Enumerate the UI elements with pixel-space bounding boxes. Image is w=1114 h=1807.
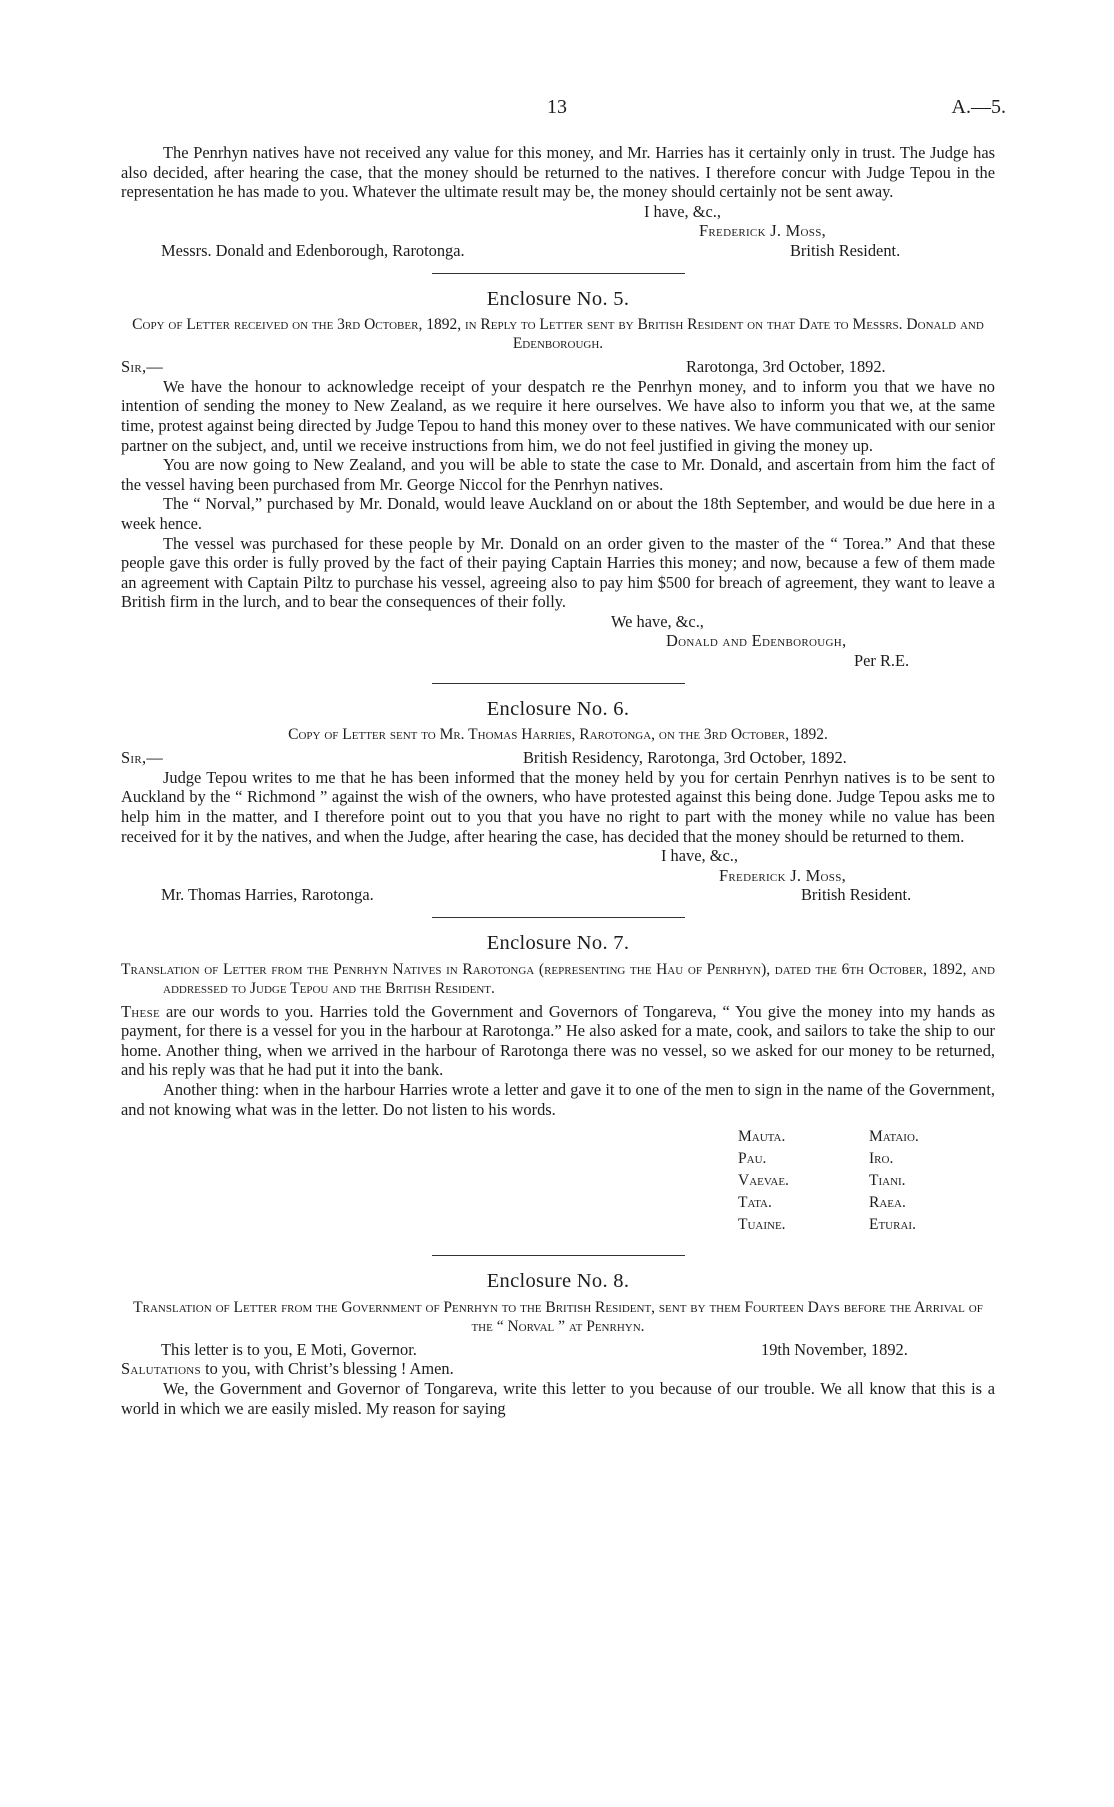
top-signer-title: British Resident. [790, 240, 901, 260]
enclosure-5-caption: Copy of Letter received on the 3rd October, 1892, in Reply to Letter sent by British Resident on that Date to Messrs. Donald and Edenborough. [132, 316, 984, 353]
enclosure-5-title: Enclosure No. 5. [486, 287, 630, 310]
enclosure-7-title: Enclosure No. 7. [486, 932, 630, 954]
enclosure-5-paragraph-1: We have the honour to acknowledge receipt of your despatch re the Penrhyn money, and to inform you that we have no intention of sending the money to New Zealand, as we require it here ourselves. We have also to inform you that we, at the same time, protest against being directed by Judge Tepou to hand this money over to these natives. We have communicated with our senior partner on the subject, and, until we receive instructions from him, we do not feel justified in giving the money up. [121, 376, 995, 455]
section-divider [432, 917, 685, 918]
enclosure-5-place-date: Rarotonga, 3rd October, 1892. [686, 357, 886, 377]
top-signer-line [121, 221, 995, 241]
enclosure-7-paragraph-1 [121, 1002, 995, 1080]
enclosure-7-lead-word: These [121, 1001, 161, 1021]
top-closing-line [121, 202, 995, 222]
signatory-name: Tuaine. [738, 1216, 786, 1234]
signatory-name: Eturai. [869, 1216, 916, 1234]
enclosure-5-salutation: Sir,— [121, 357, 164, 377]
enclosure-8-opening-line [121, 1340, 995, 1360]
signatory-name: Vaevae. [738, 1172, 789, 1190]
signatory-name: Raea. [869, 1194, 906, 1212]
enclosure-6-closing-line [121, 846, 995, 866]
enclosure-7-paragraph-2: Another thing: when in the harbour Harries wrote a letter and gave it to one of the men to sign in the name of the Government, and not knowing what was in the letter. Do not listen to his words. [121, 1079, 995, 1119]
signatory-name: Mauta. [738, 1128, 786, 1146]
enclosure-5-paragraph-2: You are now going to New Zealand, and you will be able to state the case to Mr. Donald, and ascertain from him the fact of the vessel having been purchased from Mr. George Niccol for the Penrhyn natives. [121, 455, 995, 494]
signatory-name: Tiani. [869, 1172, 906, 1190]
enclosure-6-salutation: Sir,— [121, 748, 164, 768]
enclosure-8-caption: Translation of Letter from the Government of Penrhyn to the British Resident, sent by them Fourteen Days before the Arrival of the “ Norval ” at Penrhyn. [133, 1298, 983, 1335]
enclosure-5-closing-line [121, 612, 995, 632]
top-signer: Frederick J. Moss, [699, 221, 827, 241]
enclosure-6-paragraph-1: Judge Tepou writes to me that he has been informed that the money held by you for certain Penrhyn natives is to be sent to Auckland by the “ Richmond ” against the wish of the owners, who have protested against this being done. Judge Tepou asks me to help him in the matter, and I therefore point out to you that you have no right to part with the money while no value has been received for it by the natives, and when the Judge, after hearing the case, has decided that the money should be returned to them. [121, 767, 995, 846]
signatory-name: Mataio. [869, 1128, 919, 1146]
enclosure-5-per-line [121, 651, 995, 671]
enclosure-5-signer: Donald and Edenborough, [666, 631, 847, 651]
enclosure-6-signer: Frederick J. Moss, [719, 865, 847, 885]
enclosure-6-title: Enclosure No. 6. [486, 697, 630, 720]
enclosure-5-paragraph-3: The “ Norval,” purchased by Mr. Donald, would leave Auckland on or about the 18th September, and would be due here in a week hence. [121, 494, 995, 533]
enclosure-8-salutation-lead: Salutations [121, 1359, 201, 1379]
signatory-name: Tata. [738, 1194, 772, 1212]
signatory-name: Pau. [738, 1150, 767, 1168]
section-divider [432, 1255, 685, 1256]
enclosure-5-heading-line [121, 357, 995, 377]
top-addressee-line [121, 241, 995, 261]
enclosure-5-per: Per R.E. [854, 651, 910, 671]
enclosure-8-salutation [121, 1359, 995, 1379]
enclosure-8-salutation-text: to you, with Christ’s blessing ! Amen. [200, 1359, 454, 1379]
signatory-name: Iro. [869, 1150, 894, 1168]
enclosure-6-place-date: British Residency, Rarotonga, 3rd October, 1892. [523, 748, 847, 768]
enclosure-6-heading-line [121, 748, 995, 768]
enclosure-6-signer-title: British Resident. [801, 885, 912, 905]
enclosure-5-signer-line [121, 631, 995, 651]
enclosure-7-caption: Translation of Letter from the Penrhyn Natives in Rarotonga (representing the Hau of Penrhyn), dated the 6th October, 1892, and addressed to Judge Tepou and the British Resident. [121, 960, 995, 997]
enclosure-5-paragraph-4: The vessel was purchased for these people by Mr. Donald on an order given to the master of the “ Torea.” And that these people gave this order is fully proved by the fact of their paying Captain Harries this money; and now, because a few of them made an agreement with Captain Piltz to purchase his vessel, agreeing also to pay him $500 for breach of agreement, they want to leave a British firm in the lurch, and to bear the consequences of their folly. [121, 533, 995, 612]
enclosure-8-paragraph-1: We, the Government and Governor of Tongareva, write this letter to you because of our trouble. We all know that this is a world in which we are easily misled. My reason for saying [121, 1378, 995, 1418]
enclosure-8-opening: This letter is to you, E Moti, Governor. [161, 1339, 417, 1359]
enclosure-8-date: 19th November, 1892. [761, 1339, 908, 1359]
enclosure-6-addressee: Mr. Thomas Harries, Rarotonga. [161, 885, 374, 905]
enclosure-8-title: Enclosure No. 8. [486, 1270, 630, 1293]
enclosure-6-signer-line [121, 866, 995, 886]
enclosure-6-caption: Copy of Letter sent to Mr. Thomas Harries, Rarotonga, on the 3rd October, 1892. [288, 726, 828, 744]
enclosure-7-signatories [121, 1119, 995, 1243]
enclosure-6-addressee-line [121, 885, 995, 905]
section-divider [432, 273, 685, 274]
top-paragraph: The Penrhyn natives have not received any value for this money, and Mr. Harries has it certainly only in trust. The Judge has also decided, after hearing the case, that the money should be returned to the natives. I therefore concur with Judge Tepou in the representation he has made to you. Whatever the ultimate result may be, the money should certainly not be sent away. [121, 143, 995, 202]
document-reference: A.—5. [951, 96, 1006, 118]
top-addressee: Messrs. Donald and Edenborough, Rarotonga. [161, 240, 465, 260]
section-divider [432, 683, 685, 684]
page-body [121, 143, 995, 1418]
top-closing: I have, &c., [644, 201, 721, 221]
enclosure-7-paragraph-1-text: are our words to you. Harries told the Government and Governors of Tongareva, “ You give the money into my hands as payment, for there is a vessel for you in the harbour at Rarotonga.” He also asked for a mate, cook, and sailors to take the ship to our home. Another thing, when we arrived in the harbour of Rarotonga there was no vessel, so we asked for our money to be returned, and his reply was that he had put it into the bank. [121, 1001, 995, 1080]
enclosure-5-closing: We have, &c., [611, 611, 704, 631]
enclosure-6-closing: I have, &c., [661, 846, 738, 866]
page-number: 13 [547, 96, 567, 118]
